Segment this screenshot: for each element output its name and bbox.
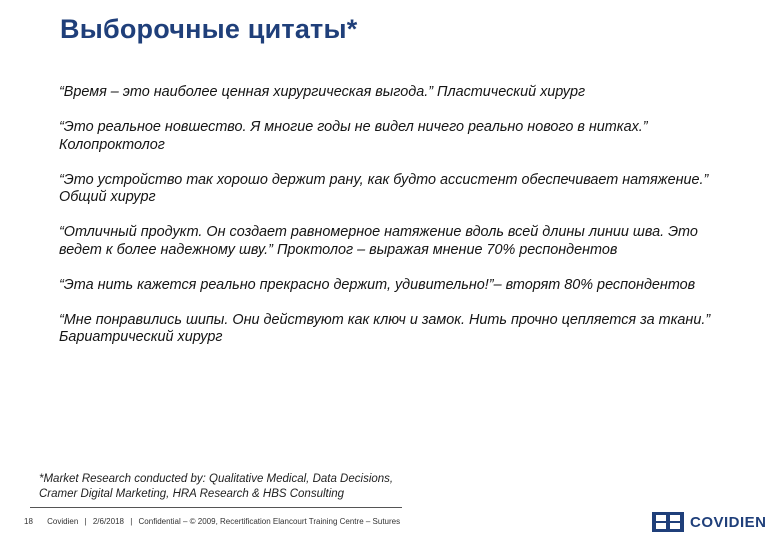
footer-divider — [30, 507, 402, 508]
quote-2: “Это реальное новшество. Я многие годы не видел ничего реально нового в нитках.” Колопроктолог — [59, 119, 648, 153]
quote-6: “Мне понравились шипы. Они действуют как ключ и замок. Нить прочно цепляется за ткани.” Бариатрический хирург — [59, 311, 711, 345]
covidien-logo — [652, 512, 767, 532]
footer — [24, 517, 404, 526]
footnote-line-2: Cramer Digital Marketing, HRA Research & HBS Consulting — [39, 488, 345, 500]
quote-1: “Время – это наиболее ценная хирургическая выгода.” Пластический хирург — [59, 84, 586, 100]
covidien-logo-icon — [652, 512, 684, 532]
footnote — [39, 472, 459, 502]
footer-separator: | — [84, 517, 87, 526]
quote-5: “Эта нить кажется реально прекрасно держит, удивительно!”– вторят 80% респондентов — [59, 276, 696, 293]
quote-4: “Отличный продукт. Он создает равномерное натяжение вдоль всей длины линии шва. Это ведет к более надежному шву.” Проктолог – выражая мнение 70% респондентов — [59, 224, 698, 258]
page-number: 18 — [24, 517, 33, 526]
quotes-list — [59, 84, 719, 364]
footnote-line-1: *Market Research conducted by: Qualitative Medical, Data Decisions, — [39, 473, 394, 485]
footer-separator: | — [130, 517, 133, 526]
footer-company: Covidien — [47, 517, 79, 526]
slide-title: Выборочные цитаты* — [60, 14, 358, 44]
logo-text: COVIDIEN — [690, 513, 767, 531]
footer-date: 2/6/2018 — [92, 517, 124, 526]
footer-confidential: Confidential – © 2009, Recertification Elancourt Training Centre – Sutures — [138, 517, 401, 526]
quote-3: “Это устройство так хорошо держит рану, как будто ассистент обеспечивает натяжение.” Общий хирург — [59, 171, 709, 205]
